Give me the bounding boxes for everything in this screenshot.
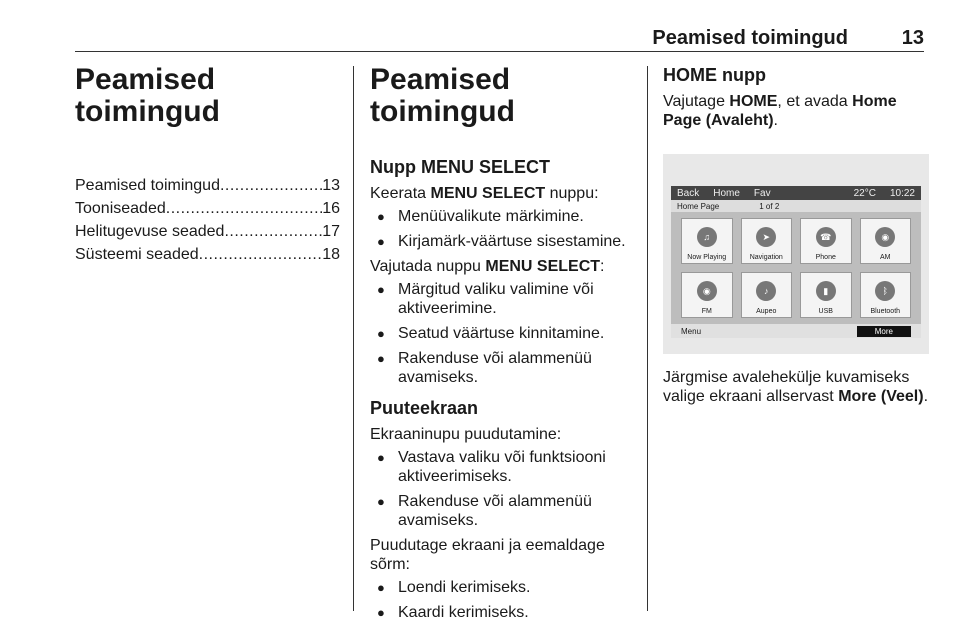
chapter-column [75,64,340,266]
chapter-title: Peamised toimingud [75,63,220,128]
list-item: ● Vastava valiku või funktsiooni aktiveerimiseks. [370,448,635,486]
bullet-list [370,207,635,251]
toc-entry[interactable]: Tooniseaded ..... 16 [75,197,340,220]
screen-back: Back [677,187,700,199]
header-rule [75,51,924,52]
bluetooth-icon: ᛒ [875,281,895,301]
screen-more: More [857,326,911,337]
column-divider [647,66,648,611]
subheading-menu-select: Nupp MENU SELECT [370,157,550,177]
screen-tiles [671,212,921,324]
screen-temp: 22°C [853,187,876,199]
list-item: ● Kaardi kerimiseks. [370,603,635,622]
screen-sub-bar: Home Page 1 of 2 [671,200,921,212]
column-divider [353,66,354,611]
screen-home: Home [713,187,740,199]
toc-entry[interactable]: Peamised toimingud ..... 13 [75,174,340,197]
side-column [663,64,933,406]
home-screen-illustration [663,154,929,354]
tile-usb: ▮ USB [800,272,852,318]
tile-fm: ◉ FM [681,272,733,318]
tile-bluetooth: ᛒ Bluetooth [860,272,912,318]
paragraph: Ekraaninupu puudutamine: [370,426,562,443]
tile-phone: ☎ Phone [800,218,852,264]
bullet-list [370,448,635,530]
phone-icon: ☎ [816,227,836,247]
usb-icon: ▮ [816,281,836,301]
screen-time: 10:22 [889,187,915,199]
screen-bottom-bar: Menu More [671,324,921,338]
bullet-list [370,578,635,622]
toc-entry[interactable]: Helitugevuse seaded ..... 17 [75,220,340,243]
paragraph: Vajutage HOME, et avada Home Page (Avaleht). [663,93,897,129]
aupeo-icon: ♪ [756,281,776,301]
paragraph: Vajutada nuppu MENU SELECT: [370,258,605,275]
section-title: Peamised toimingud [370,63,515,128]
tile-am: ◉ AM [860,218,912,264]
subheading-home: HOME nupp [663,65,766,85]
list-item: ● Rakenduse või alammenüü avamiseks. [370,349,635,387]
bullet-list [370,280,635,387]
tile-navigation: ➤ Navigation [741,218,793,264]
subheading-touchscreen: Puuteekraan [370,398,479,418]
paragraph: Keerata MENU SELECT nuppu: [370,185,599,202]
list-item: ● Märgitud valiku valimine või aktiveerimine. [370,280,635,318]
list-item: ● Menüüvalikute märkimine. [370,207,635,226]
running-title: Peamised toimingud [652,27,848,49]
list-item: ● Kirjamärk-väärtuse sisestamine. [370,232,635,251]
page-number: 13 [901,27,924,49]
list-item: ● Seatud väärtuse kinnitamine. [370,324,635,343]
radio-icon: ◉ [875,227,895,247]
paragraph: Järgmise avalehekülje kuvamiseks valige ekraani allservast More (Veel). [663,369,929,405]
main-column [370,64,635,628]
compass-icon: ➤ [756,227,776,247]
tile-aupeo: ♪ Aupeo [741,272,793,318]
paragraph: Puudutage ekraani ja eemaldage sõrm: [370,537,605,573]
table-of-contents [75,174,340,266]
page-header [75,27,924,51]
screen-fav: Fav [753,187,771,199]
toc-entry[interactable]: Süsteemi seaded ..... 18 [75,243,340,266]
radio-icon: ◉ [697,281,717,301]
tile-now-playing: ♫ Now Playing [681,218,733,264]
music-icon: ♫ [697,227,717,247]
list-item: ● Loendi kerimiseks. [370,578,635,597]
list-item: ● Rakenduse või alammenüü avamiseks. [370,492,635,530]
screen-top-bar [671,186,921,200]
